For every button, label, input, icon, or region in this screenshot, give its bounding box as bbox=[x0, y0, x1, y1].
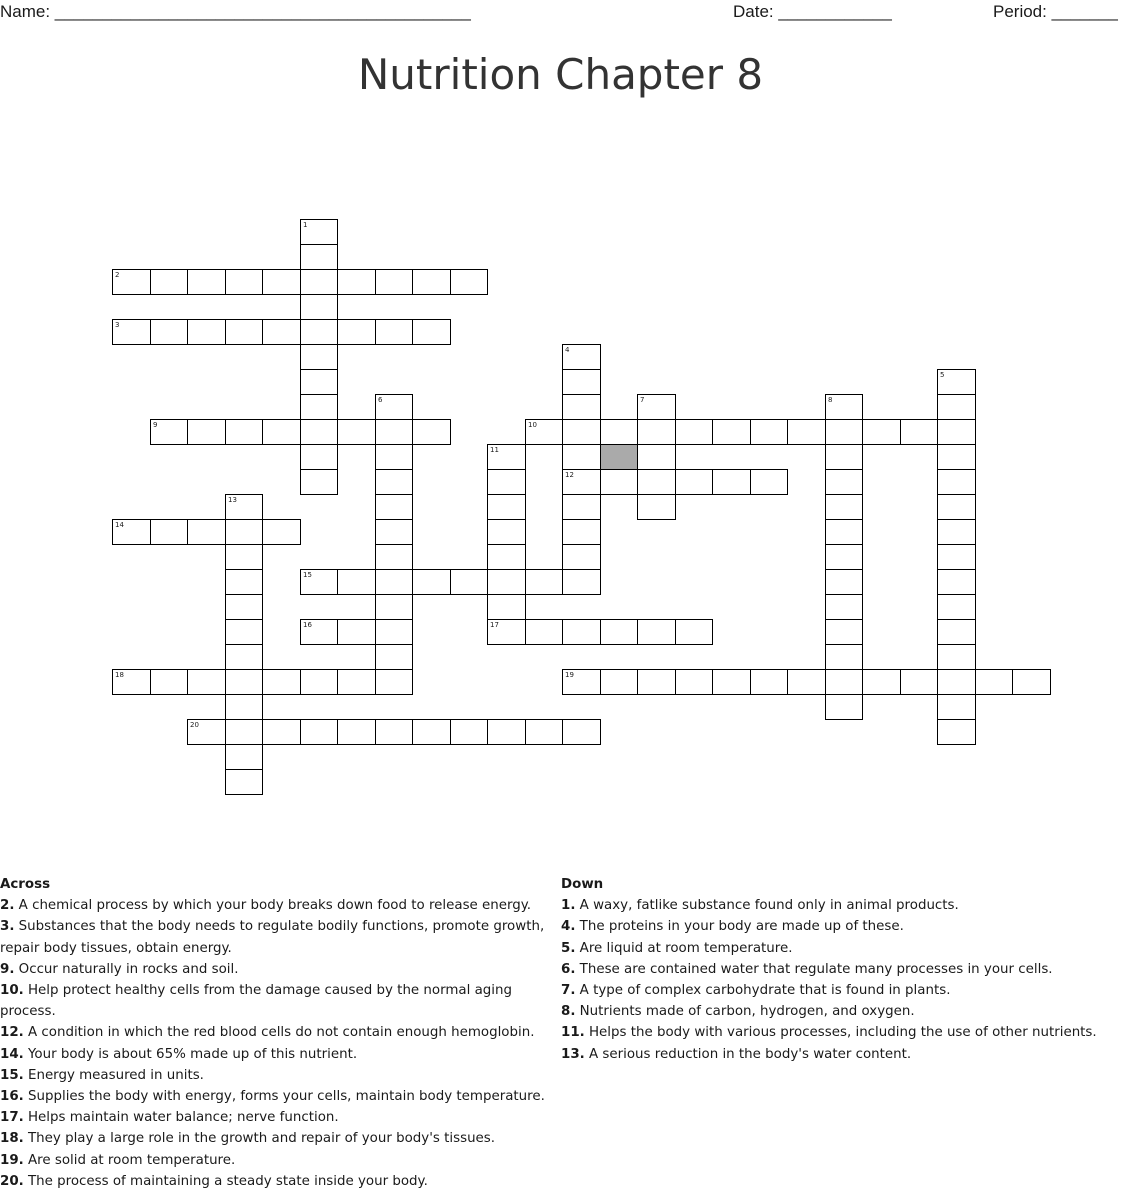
grid-cell[interactable] bbox=[412, 569, 451, 595]
grid-cell[interactable] bbox=[937, 444, 976, 470]
grid-cell[interactable] bbox=[487, 494, 526, 520]
grid-cell[interactable] bbox=[825, 494, 863, 520]
cell-number: 20 bbox=[190, 721, 199, 729]
clue-text: Helps the body with various processes, including the use of other nutrients. bbox=[584, 1025, 1097, 1041]
grid-cell[interactable] bbox=[225, 569, 263, 595]
grid-cell[interactable] bbox=[375, 469, 413, 495]
across-heading: Across bbox=[0, 877, 51, 892]
across-clues bbox=[0, 874, 552, 1192]
grid-cell[interactable] bbox=[150, 269, 188, 295]
grid-cell[interactable] bbox=[825, 394, 863, 420]
grid-cell[interactable] bbox=[637, 469, 676, 495]
cell-number: 6 bbox=[378, 396, 383, 404]
grid-cell[interactable] bbox=[825, 644, 863, 670]
grid-cell[interactable] bbox=[787, 669, 826, 695]
grid-cell[interactable] bbox=[225, 769, 263, 795]
clue-text: Are solid at room temperature. bbox=[23, 1152, 236, 1168]
grid-cell[interactable] bbox=[187, 519, 226, 545]
down-heading: Down bbox=[561, 877, 604, 892]
clue-number: 19. bbox=[0, 1152, 24, 1168]
clue-item bbox=[0, 916, 552, 958]
grid-cell[interactable] bbox=[750, 669, 788, 695]
grid-cell[interactable] bbox=[412, 719, 451, 745]
clue-item bbox=[0, 1171, 552, 1192]
clue-item bbox=[561, 980, 1121, 1001]
grid-cell[interactable] bbox=[225, 594, 263, 620]
grid-cell[interactable] bbox=[300, 244, 338, 270]
grid-cell[interactable] bbox=[750, 469, 788, 495]
cell-number: 14 bbox=[115, 521, 124, 529]
clue-number: 11. bbox=[561, 1025, 585, 1041]
cell-number: 4 bbox=[565, 346, 570, 354]
grid-cell[interactable] bbox=[937, 644, 976, 670]
grid-cell[interactable] bbox=[675, 619, 713, 645]
clue-text: The process of maintaining a steady state inside your body. bbox=[23, 1173, 428, 1189]
grid-cell[interactable] bbox=[562, 544, 601, 570]
grid-cell[interactable] bbox=[112, 519, 151, 545]
grid-cell[interactable] bbox=[562, 519, 601, 545]
grid-cell[interactable] bbox=[300, 219, 338, 245]
clue-text: A type of complex carbohydrate that is found in plants. bbox=[575, 983, 951, 999]
grid-cell[interactable] bbox=[600, 669, 638, 695]
grid-cell[interactable] bbox=[300, 719, 338, 745]
grid-cell[interactable] bbox=[300, 469, 338, 495]
grid-cell[interactable] bbox=[225, 269, 263, 295]
clue-text: Help protect healthy cells from the damage caused by the normal aging process. bbox=[0, 983, 513, 1020]
grid-cell[interactable] bbox=[937, 369, 976, 395]
grid-cell[interactable] bbox=[225, 744, 263, 770]
clue-item bbox=[0, 1107, 552, 1128]
grid-cell[interactable] bbox=[825, 519, 863, 545]
grid-cell[interactable] bbox=[1012, 669, 1051, 695]
grid-cell[interactable] bbox=[937, 669, 976, 695]
grid-cell[interactable] bbox=[300, 294, 338, 320]
grid-cell[interactable] bbox=[562, 719, 601, 745]
clue-number: 10. bbox=[0, 983, 24, 999]
clue-number: 15. bbox=[0, 1067, 24, 1083]
grid-cell[interactable] bbox=[450, 719, 488, 745]
clue-item bbox=[561, 1001, 1121, 1022]
grid-cell[interactable] bbox=[150, 319, 188, 345]
grid-cell[interactable] bbox=[937, 619, 976, 645]
grid-cell[interactable] bbox=[937, 494, 976, 520]
clue-text: Energy measured in units. bbox=[23, 1067, 204, 1083]
clue-item bbox=[561, 1022, 1121, 1043]
grid-cell[interactable] bbox=[787, 419, 826, 445]
grid-cell[interactable] bbox=[937, 419, 976, 445]
grid-cell[interactable] bbox=[450, 269, 488, 295]
grid-cell[interactable] bbox=[150, 669, 188, 695]
grid-cell[interactable] bbox=[675, 469, 713, 495]
grid-cell[interactable] bbox=[487, 469, 526, 495]
grid-cell[interactable] bbox=[825, 594, 863, 620]
clue-text: A condition in which the red blood cells do not contain enough hemoglobin. bbox=[23, 1025, 535, 1041]
grid-cell[interactable] bbox=[262, 519, 301, 545]
grid-cell[interactable] bbox=[375, 319, 413, 345]
grid-cell[interactable] bbox=[975, 669, 1013, 695]
grid-cell[interactable] bbox=[225, 644, 263, 670]
grid-cell[interactable] bbox=[937, 469, 976, 495]
grid-cell[interactable] bbox=[937, 594, 976, 620]
grid-cell[interactable] bbox=[562, 444, 601, 470]
grid-cell[interactable] bbox=[375, 569, 413, 595]
grid-cell[interactable] bbox=[300, 369, 338, 395]
grid-cell[interactable] bbox=[525, 569, 563, 595]
grid-cell[interactable] bbox=[937, 719, 976, 745]
date-field[interactable]: Date: ____________ bbox=[733, 2, 892, 21]
grid-cell[interactable] bbox=[112, 669, 151, 695]
grid-cell[interactable] bbox=[825, 469, 863, 495]
grid-cell[interactable] bbox=[637, 444, 676, 470]
clue-text: A chemical process by which your body breaks down food to release energy. bbox=[14, 898, 532, 914]
grid-cell[interactable] bbox=[375, 594, 413, 620]
grid-cell[interactable] bbox=[712, 469, 751, 495]
grid-cell[interactable] bbox=[187, 419, 226, 445]
cell-number: 16 bbox=[303, 621, 312, 629]
across-clue-list bbox=[0, 895, 552, 1192]
grid-cell[interactable] bbox=[262, 719, 301, 745]
grid-cell[interactable] bbox=[337, 319, 376, 345]
grid-cell[interactable] bbox=[825, 619, 863, 645]
grid-cell[interactable] bbox=[262, 319, 301, 345]
grid-cell[interactable] bbox=[375, 444, 413, 470]
shaded-cell bbox=[600, 444, 638, 470]
grid-cell[interactable] bbox=[487, 444, 526, 470]
clue-number: 20. bbox=[0, 1173, 24, 1189]
grid-cell[interactable] bbox=[300, 319, 338, 345]
grid-cell[interactable] bbox=[937, 569, 976, 595]
clue-item bbox=[0, 1022, 552, 1043]
cell-number: 12 bbox=[565, 471, 574, 479]
grid-cell[interactable] bbox=[487, 719, 526, 745]
cell-number: 8 bbox=[828, 396, 833, 404]
grid-cell[interactable] bbox=[375, 494, 413, 520]
clue-number: 8. bbox=[561, 1004, 576, 1020]
cell-number: 5 bbox=[940, 371, 945, 379]
grid-cell[interactable] bbox=[337, 669, 376, 695]
grid-cell[interactable] bbox=[750, 419, 788, 445]
grid-cell[interactable] bbox=[487, 544, 526, 570]
clue-item bbox=[0, 895, 552, 916]
grid-cell[interactable] bbox=[525, 419, 563, 445]
grid-cell[interactable] bbox=[412, 319, 451, 345]
grid-cell[interactable] bbox=[225, 519, 263, 545]
grid-cell[interactable] bbox=[825, 694, 863, 720]
cell-number: 19 bbox=[565, 671, 574, 679]
clue-item bbox=[561, 1044, 1121, 1065]
grid-cell[interactable] bbox=[225, 419, 263, 445]
clue-item bbox=[0, 1150, 552, 1171]
cell-number: 2 bbox=[115, 271, 120, 279]
grid-cell[interactable] bbox=[187, 269, 226, 295]
grid-cell[interactable] bbox=[300, 444, 338, 470]
grid-cell[interactable] bbox=[225, 669, 263, 695]
clue-number: 6. bbox=[561, 961, 576, 977]
grid-cell[interactable] bbox=[225, 319, 263, 345]
grid-cell[interactable] bbox=[562, 619, 601, 645]
clue-text: Are liquid at room temperature. bbox=[575, 940, 793, 956]
clue-text: Supplies the body with energy, forms your cells, maintain body temperature. bbox=[23, 1089, 545, 1105]
grid-cell[interactable] bbox=[375, 269, 413, 295]
grid-cell[interactable] bbox=[862, 669, 901, 695]
clue-text: They play a large role in the growth and repair of your body's tissues. bbox=[23, 1131, 496, 1147]
grid-cell[interactable] bbox=[375, 394, 413, 420]
grid-cell[interactable] bbox=[600, 419, 638, 445]
grid-cell[interactable] bbox=[375, 644, 413, 670]
clue-text: Substances that the body needs to regulate bodily functions, promote growth, repair body tissues, obtain energy. bbox=[0, 919, 545, 956]
grid-cell[interactable] bbox=[187, 669, 226, 695]
down-clues bbox=[561, 874, 1121, 1065]
grid-cell[interactable] bbox=[225, 694, 263, 720]
cell-number: 15 bbox=[303, 571, 312, 579]
clue-number: 1. bbox=[561, 898, 576, 914]
grid-cell[interactable] bbox=[300, 569, 338, 595]
grid-cell[interactable] bbox=[375, 619, 413, 645]
clue-number: 5. bbox=[561, 940, 576, 956]
cell-number: 18 bbox=[115, 671, 124, 679]
grid-cell[interactable] bbox=[487, 519, 526, 545]
grid-cell[interactable] bbox=[637, 394, 676, 420]
cell-number: 9 bbox=[153, 421, 158, 429]
grid-cell[interactable] bbox=[900, 419, 938, 445]
clue-item bbox=[0, 1065, 552, 1086]
grid-cell[interactable] bbox=[562, 569, 601, 595]
grid-cell[interactable] bbox=[412, 269, 451, 295]
grid-cell[interactable] bbox=[825, 569, 863, 595]
grid-cell[interactable] bbox=[300, 669, 338, 695]
grid-cell[interactable] bbox=[262, 419, 301, 445]
grid-cell[interactable] bbox=[487, 619, 526, 645]
clue-text: Nutrients made of carbon, hydrogen, and oxygen. bbox=[575, 1004, 915, 1020]
clue-text: A serious reduction in the body's water content. bbox=[584, 1046, 912, 1062]
grid-cell[interactable] bbox=[825, 419, 863, 445]
cell-number: 11 bbox=[490, 446, 499, 454]
grid-cell[interactable] bbox=[375, 719, 413, 745]
grid-cell[interactable] bbox=[712, 669, 751, 695]
clue-item bbox=[561, 959, 1121, 980]
grid-cell[interactable] bbox=[300, 344, 338, 370]
cell-number: 1 bbox=[303, 221, 308, 229]
clue-item bbox=[0, 980, 552, 1022]
clue-item bbox=[561, 916, 1121, 937]
grid-cell[interactable] bbox=[525, 719, 563, 745]
grid-cell[interactable] bbox=[712, 419, 751, 445]
clue-item bbox=[561, 895, 1121, 916]
clue-number: 13. bbox=[561, 1046, 585, 1062]
cell-number: 7 bbox=[640, 396, 645, 404]
clue-number: 9. bbox=[0, 961, 15, 977]
clue-text: These are contained water that regulate many processes in your cells. bbox=[575, 961, 1053, 977]
clue-number: 3. bbox=[0, 919, 15, 935]
grid-cell[interactable] bbox=[187, 319, 226, 345]
clue-number: 14. bbox=[0, 1046, 24, 1062]
grid-cell[interactable] bbox=[825, 444, 863, 470]
clue-text: The proteins in your body are made up of these. bbox=[575, 919, 904, 935]
grid-cell[interactable] bbox=[337, 419, 376, 445]
down-clue-list bbox=[561, 895, 1121, 1065]
grid-cell[interactable] bbox=[262, 269, 301, 295]
grid-cell[interactable] bbox=[337, 719, 376, 745]
clue-item bbox=[0, 959, 552, 980]
grid-cell[interactable] bbox=[637, 669, 676, 695]
clue-number: 2. bbox=[0, 898, 15, 914]
grid-cell[interactable] bbox=[412, 419, 451, 445]
grid-cell[interactable] bbox=[225, 544, 263, 570]
grid-cell[interactable] bbox=[637, 494, 676, 520]
clue-number: 18. bbox=[0, 1131, 24, 1147]
grid-cell[interactable] bbox=[300, 419, 338, 445]
clue-item bbox=[0, 1086, 552, 1107]
grid-cell[interactable] bbox=[487, 569, 526, 595]
clue-number: 12. bbox=[0, 1025, 24, 1041]
grid-cell[interactable] bbox=[337, 269, 376, 295]
grid-cell[interactable] bbox=[562, 394, 601, 420]
grid-cell[interactable] bbox=[562, 369, 601, 395]
page-title: Nutrition Chapter 8 bbox=[357, 50, 764, 99]
grid-cell[interactable] bbox=[225, 719, 263, 745]
grid-cell[interactable] bbox=[600, 469, 638, 495]
grid-cell[interactable] bbox=[825, 544, 863, 570]
clue-number: 17. bbox=[0, 1110, 24, 1126]
grid-cell[interactable] bbox=[300, 269, 338, 295]
grid-cell[interactable] bbox=[937, 694, 976, 720]
grid-cell[interactable] bbox=[225, 619, 263, 645]
clue-item bbox=[0, 1044, 552, 1065]
grid-cell[interactable] bbox=[112, 269, 151, 295]
clue-item bbox=[561, 938, 1121, 959]
grid-cell[interactable] bbox=[862, 419, 901, 445]
clue-text: Occur naturally in rocks and soil. bbox=[14, 961, 239, 977]
grid-cell[interactable] bbox=[900, 669, 938, 695]
grid-cell[interactable] bbox=[487, 594, 526, 620]
grid-cell[interactable] bbox=[150, 419, 188, 445]
grid-cell[interactable] bbox=[150, 519, 188, 545]
clue-number: 16. bbox=[0, 1089, 24, 1105]
grid-cell[interactable] bbox=[600, 619, 638, 645]
grid-cell[interactable] bbox=[187, 719, 226, 745]
grid-cell[interactable] bbox=[375, 419, 413, 445]
cell-number: 3 bbox=[115, 321, 120, 329]
cell-number: 17 bbox=[490, 621, 499, 629]
grid-cell[interactable] bbox=[300, 394, 338, 420]
grid-cell[interactable] bbox=[562, 469, 601, 495]
grid-cell[interactable] bbox=[562, 494, 601, 520]
grid-cell[interactable] bbox=[937, 519, 976, 545]
grid-cell[interactable] bbox=[375, 544, 413, 570]
grid-cell[interactable] bbox=[637, 419, 676, 445]
grid-cell[interactable] bbox=[825, 669, 863, 695]
grid-cell[interactable] bbox=[562, 669, 601, 695]
grid-cell[interactable] bbox=[375, 519, 413, 545]
grid-cell[interactable] bbox=[337, 569, 376, 595]
grid-cell[interactable] bbox=[937, 394, 976, 420]
clue-text: Helps maintain water balance; nerve function. bbox=[23, 1110, 339, 1126]
grid-cell[interactable] bbox=[562, 419, 601, 445]
clue-number: 4. bbox=[561, 919, 576, 935]
clue-item bbox=[0, 1128, 552, 1149]
grid-cell[interactable] bbox=[375, 669, 413, 695]
cell-number: 10 bbox=[528, 421, 537, 429]
grid-cell[interactable] bbox=[675, 669, 713, 695]
cell-number: 13 bbox=[228, 496, 237, 504]
grid-cell[interactable] bbox=[450, 569, 488, 595]
grid-cell[interactable] bbox=[675, 419, 713, 445]
grid-cell[interactable] bbox=[337, 619, 376, 645]
period-field[interactable]: Period: _______ bbox=[993, 2, 1118, 21]
grid-cell[interactable] bbox=[112, 319, 151, 345]
grid-cell[interactable] bbox=[937, 544, 976, 570]
clue-text: Your body is about 65% made up of this nutrient. bbox=[23, 1046, 358, 1062]
clue-text: A waxy, fatlike substance found only in animal products. bbox=[575, 898, 959, 914]
name-field[interactable]: Name: ____________________________________________ bbox=[0, 2, 471, 21]
grid-cell[interactable] bbox=[637, 619, 676, 645]
grid-cell[interactable] bbox=[262, 669, 301, 695]
grid-cell[interactable] bbox=[225, 494, 263, 520]
grid-cell[interactable] bbox=[525, 619, 563, 645]
grid-cell[interactable] bbox=[562, 344, 601, 370]
clue-number: 7. bbox=[561, 983, 576, 999]
grid-cell[interactable] bbox=[300, 619, 338, 645]
